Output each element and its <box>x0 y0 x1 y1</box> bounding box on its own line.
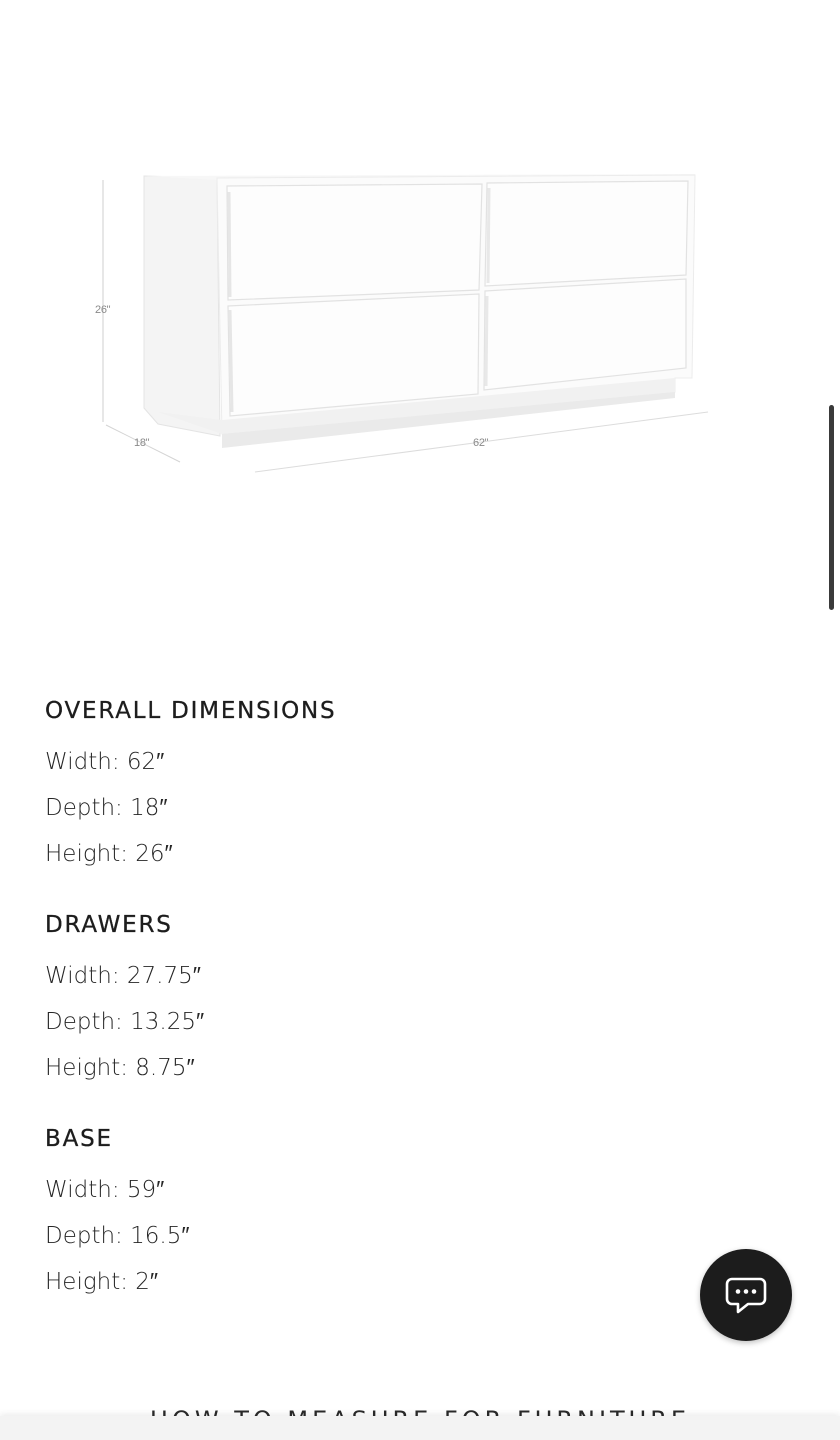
spec-height: Height: 8.75″ <box>45 1055 195 1081</box>
spec-depth: Depth: 18″ <box>45 795 168 821</box>
depth-dimension-label: 18" <box>134 437 150 449</box>
section-heading: OVERALL DIMENSIONS <box>45 698 337 724</box>
spec-width: Width: 27.75″ <box>45 963 201 989</box>
section-heading: BASE <box>45 1126 113 1152</box>
chat-bubble-icon <box>724 1275 768 1315</box>
overall-dimensions-section <box>45 695 645 877</box>
spec-depth: Depth: 13.25″ <box>45 1009 205 1035</box>
dimension-specs <box>45 695 645 1337</box>
spec-height: Height: 2″ <box>45 1269 159 1295</box>
height-dimension-label: 26" <box>95 304 111 316</box>
width-dimension-label: 62" <box>473 437 489 449</box>
spec-height: Height: 26″ <box>45 841 173 867</box>
bottom-toolbar-edge <box>0 1416 840 1440</box>
dresser-illustration <box>0 0 840 640</box>
spec-width: Width: 59″ <box>45 1177 165 1203</box>
spec-depth: Depth: 16.5″ <box>45 1223 190 1249</box>
section-heading: DRAWERS <box>45 912 173 938</box>
base-section <box>45 1123 645 1305</box>
product-dimension-image <box>0 0 840 640</box>
scrollbar-thumb[interactable] <box>829 405 834 610</box>
chat-button[interactable] <box>700 1249 792 1341</box>
spec-width: Width: 62″ <box>45 749 165 775</box>
drawers-section <box>45 909 645 1091</box>
